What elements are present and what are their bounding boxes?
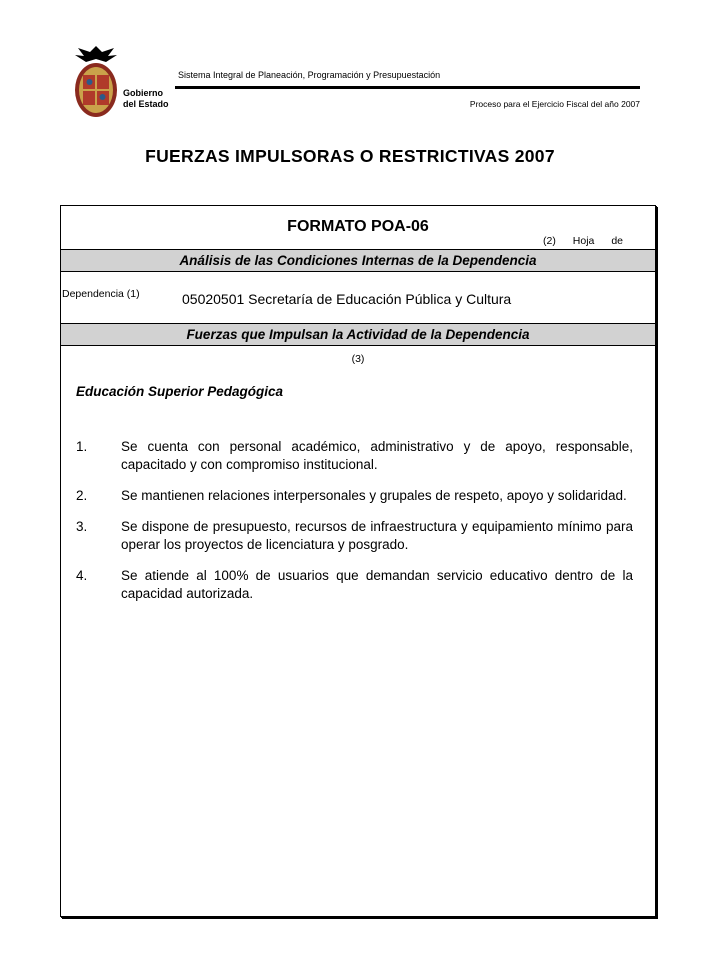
sheet-ref: (2)	[543, 235, 556, 247]
list-item-number: 4.	[76, 568, 88, 583]
dependency-value: 05020501 Secretaría de Educación Pública y Cultura	[182, 291, 512, 307]
header-rule	[175, 86, 640, 89]
format-title: FORMATO POA-06	[287, 218, 429, 235]
fiscal-process-label: Proceso para el Ejercicio Fiscal del año 2007	[469, 99, 640, 109]
list-item	[76, 438, 633, 474]
form-box	[60, 205, 656, 917]
dependency-label: Dependencia (1)	[62, 288, 140, 300]
list-item	[76, 518, 633, 554]
sheet-label: Hoja	[572, 235, 595, 247]
page-title: FUERZAS IMPULSORAS O RESTRICTIVAS 2007	[145, 146, 555, 166]
list-item-text: Se dispone de presupuesto, recursos de infraestructura y equipamiento mínimo para operar los proyectos de licenciatura y posgrado.	[121, 519, 633, 552]
forces-band: Fuerzas que Impulsan la Actividad de la Dependencia	[61, 323, 655, 346]
section-heading: Educación Superior Pedagógica	[76, 384, 284, 399]
forces-ref: (3)	[351, 353, 365, 365]
list-item-number: 3.	[76, 519, 88, 534]
list-item-text: Se atiende al 100% de usuarios que demandan servicio educativo dentro de la capacidad autorizada.	[121, 568, 633, 601]
list-item-number: 1.	[76, 439, 88, 454]
government-label-line2: del Estado	[123, 99, 169, 109]
analysis-band: Análisis de las Condiciones Internas de la Dependencia	[61, 249, 655, 272]
sheet-of: de	[611, 235, 623, 247]
government-label	[123, 88, 169, 110]
sheet-meta	[543, 235, 623, 247]
list-item-number: 2.	[76, 488, 88, 503]
list-item-text: Se cuenta con personal académico, administrativo y de apoyo, responsable, capacitado y con compromiso institucional.	[121, 439, 633, 472]
government-label-line1: Gobierno	[123, 88, 163, 98]
list-item-text: Se mantienen relaciones interpersonales y grupales de respeto, apoyo y solidaridad.	[121, 488, 627, 503]
system-title: Sistema Integral de Planeación, Programación y Presupuestación	[178, 70, 441, 80]
list-item	[76, 567, 633, 603]
state-coat-of-arms-logo	[72, 42, 120, 120]
forces-list	[76, 438, 633, 616]
list-item	[76, 487, 633, 505]
